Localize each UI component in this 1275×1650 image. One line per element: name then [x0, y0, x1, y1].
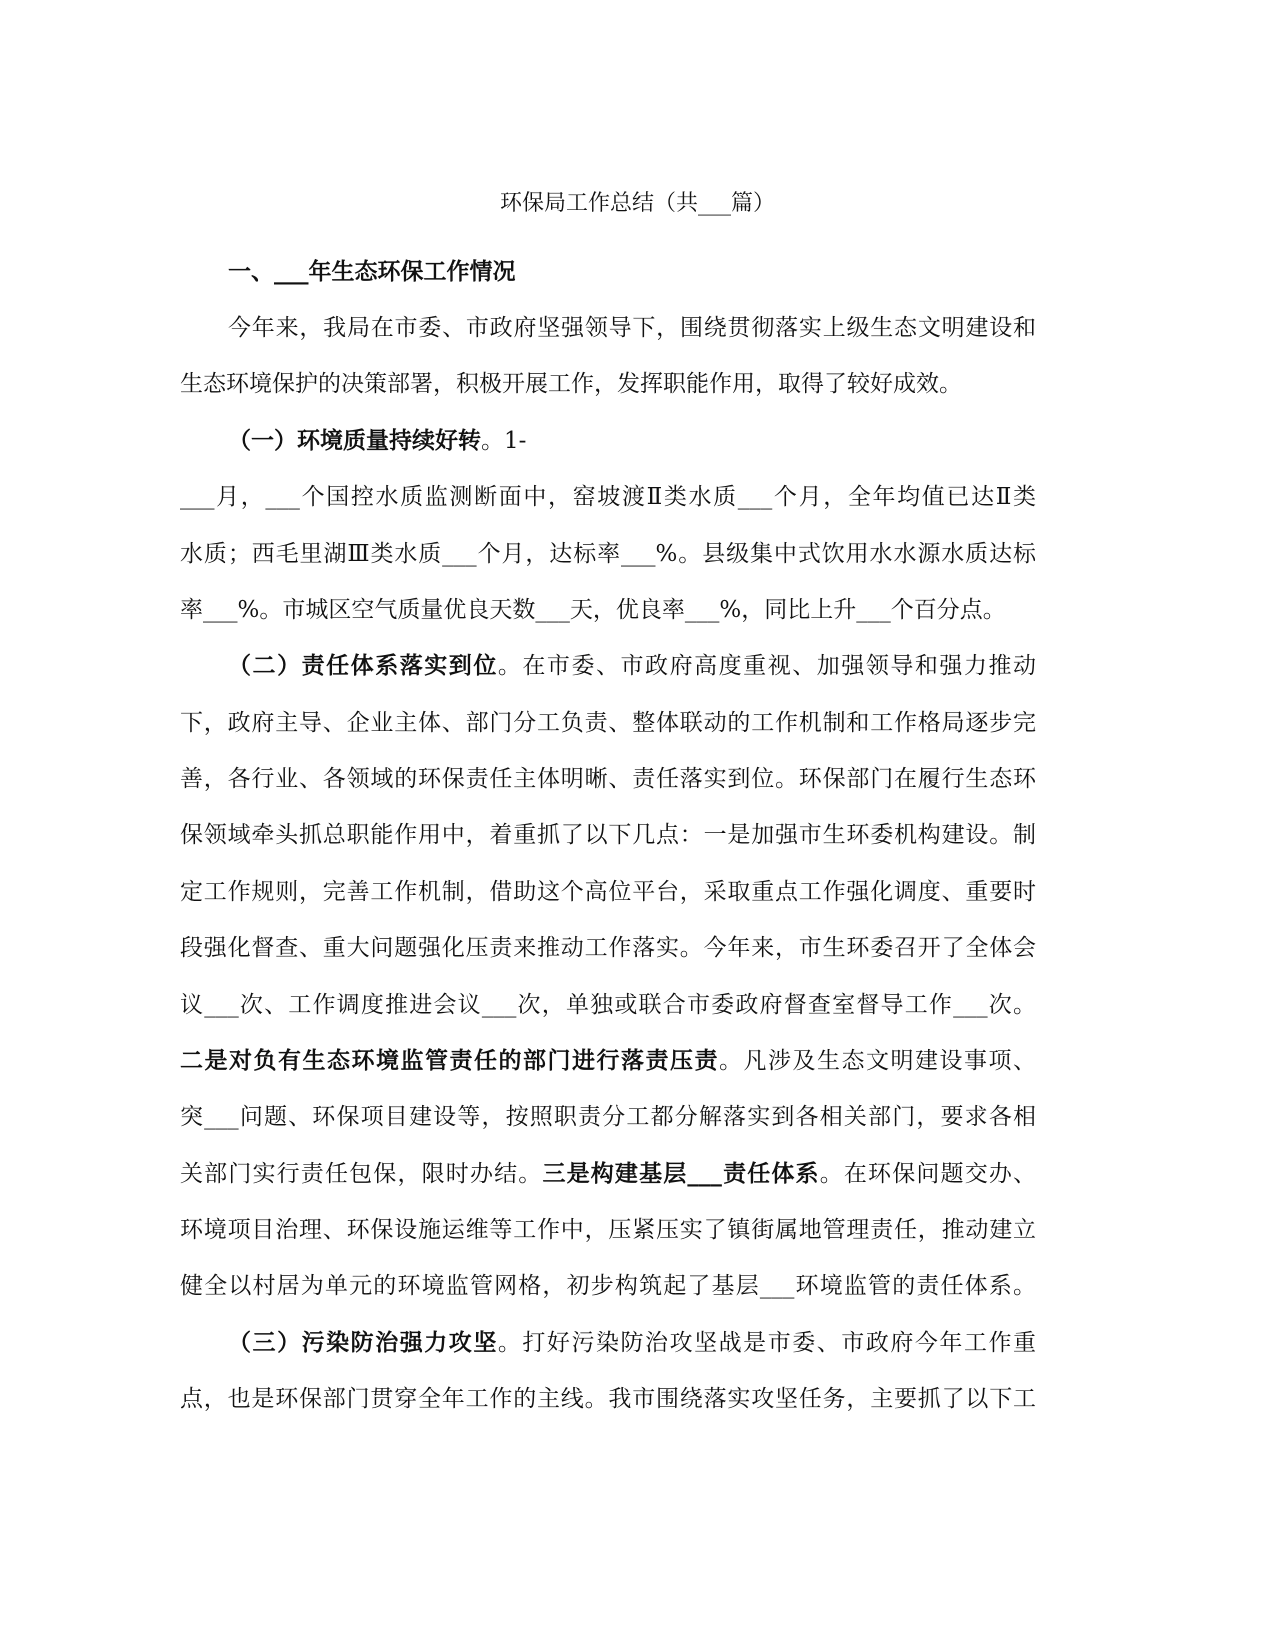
subheading: （一）环境质量持续好转 [228, 427, 481, 454]
text-line: 突___问题、环保项目建设等，按照职责分工都分解落实到各相关部门，要求各相 [180, 1104, 1036, 1130]
text-line: 下，政府主导、企业主体、部门分工负责、整体联动的工作机制和工作格局逐步完 [180, 710, 1036, 736]
text-line: 定工作规则，完善工作机制，借助这个高位平台，采取重点工作强化调度、重要时 [180, 879, 1036, 905]
text: 。在市委、市政府高度重视、加强领导和强力推动 [497, 653, 1036, 679]
subheading-line [228, 426, 1036, 456]
text-line: 生态环境保护的决策部署，积极开展工作，发挥职能作用，取得了较好成效。 [180, 371, 962, 397]
subheading-line [228, 651, 1036, 681]
text-line [180, 1159, 1036, 1189]
text-line: 健全以村居为单元的环境监管网格，初步构筑起了基层___环境监管的责任体系。 [180, 1273, 1036, 1299]
text: 。在环保问题交办、 [819, 1161, 1037, 1187]
subheading-line [228, 1328, 1036, 1358]
document-title: 环保局工作总结（共___篇） [499, 191, 775, 216]
text-line: 环境项目治理、环保设施运维等工作中，压紧压实了镇街属地管理责任，推动建立 [180, 1217, 1036, 1243]
text-line: ___月，___个国控水质监测断面中，窑坡渡Ⅱ类水质___个月，全年均值已达Ⅱ类 [180, 484, 1036, 510]
text: 。凡涉及生态文明建设事项、 [719, 1048, 1036, 1074]
text-line [180, 1046, 1036, 1076]
text-line: 段强化督查、重大问题强化压责来推动工作落实。今年来，市生环委召开了全体会 [180, 935, 1036, 961]
bold-phrase: 二是对负有生态环境监管责任的部门进行落责压责 [180, 1047, 719, 1074]
section-heading: 一、___年生态环保工作情况 [228, 258, 516, 285]
text-line: 议___次、工作调度推进会议___次，单独或联合市委政府督查室督导工作___次。 [180, 992, 1036, 1018]
text-line: 今年来，我局在市委、市政府坚强领导下，围绕贯彻落实上级生态文明建设和 [228, 315, 1036, 341]
subheading: （三）污染防治强力攻坚 [228, 1329, 498, 1356]
text: 关部门实行责任包保，限时办结。 [180, 1161, 543, 1187]
subheading: （二）责任体系落实到位 [228, 652, 498, 679]
text-line: 点，也是环保部门贯穿全年工作的主线。我市围绕落实攻坚任务，主要抓了以下工 [180, 1386, 1036, 1412]
text-line: 水质；西毛里湖Ⅲ类水质___个月，达标率___%。县级集中式饮用水水源水质达标 [180, 541, 1036, 567]
text: 。1- [481, 428, 527, 454]
text-line: 率___%。市城区空气质量优良天数___天，优良率___%，同比上升___个百分点。 [180, 597, 1006, 623]
text: 。打好污染防治攻坚战是市委、市政府今年工作重 [497, 1330, 1036, 1356]
text-line: 保领域牵头抓总职能作用中，着重抓了以下几点：一是加强市生环委机构建设。制 [180, 822, 1036, 848]
text-line: 善，各行业、各领域的环保责任主体明晰、责任落实到位。环保部门在履行生态环 [180, 766, 1036, 792]
bold-phrase: 三是构建基层___责任体系 [542, 1160, 820, 1187]
